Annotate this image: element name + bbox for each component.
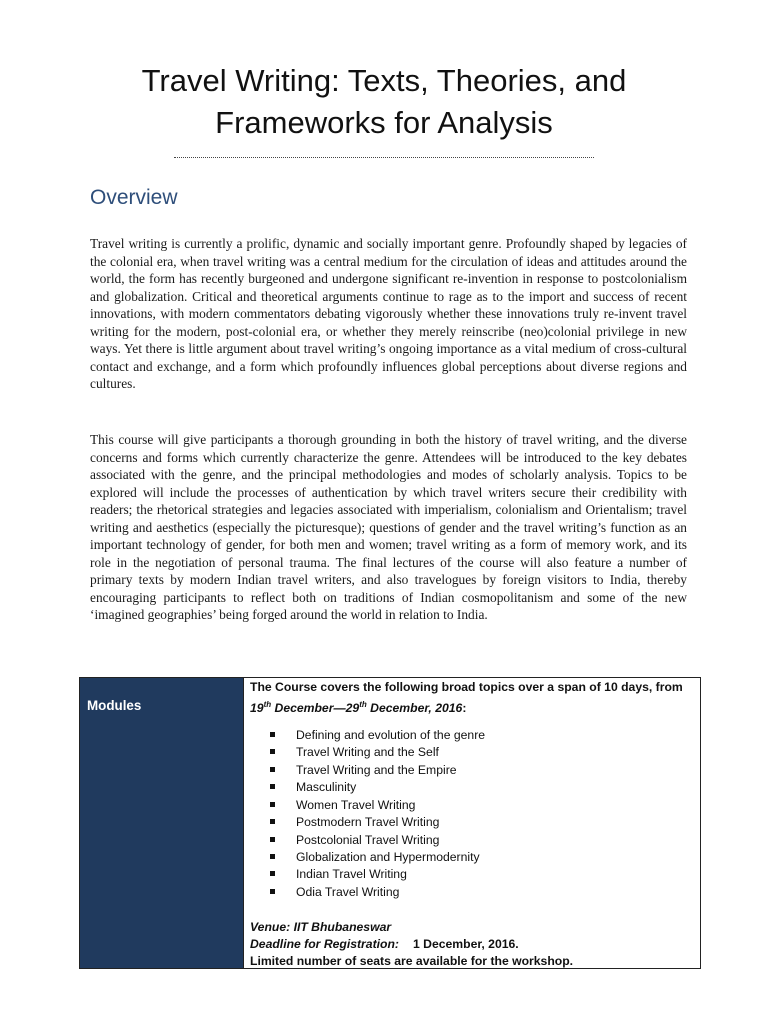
start-month: December xyxy=(274,701,334,716)
list-item xyxy=(270,832,694,849)
course-date-range xyxy=(250,701,462,715)
topic-label: Postmodern Travel Writing xyxy=(296,815,440,830)
topic-list xyxy=(250,727,694,901)
bullet-icon xyxy=(270,802,275,807)
bullet-icon xyxy=(270,854,275,859)
overview-paragraph-2: This course will give participants a thorough grounding in both the history of travel writing, and the diverse concerns and forms which currently characterize the genre. Attendees will be introduced to the key debates associated with the genre, and the principal methodologies and modes of scholarly analysis. Topics to be explored will include the processes of authentication by which travel writers secure their credibility with readers; the rhetorical strategies and legacies associated with imperialism, colonialism and Orientalism; travel writing and aesthetics (especially the picturesque); questions of gender and the travel writing’s function as an important technology of gender, for both men and women; travel writing as a form of memory work, and its role in the negotiation of personal trauma. The final lectures of the course will also feature a number of primary texts by modern Indian travel writers, and also travelogues by foreign visitors to India, thereby encouraging participants to reflect both on traditions of Indian cosmopolitanism and some of the new ‘imagined geographies’ being forged around the world in relation to India. xyxy=(90,432,687,622)
list-item xyxy=(270,814,694,831)
topic-label: Postcolonial Travel Writing xyxy=(296,832,440,847)
deadline-value: 1 December, 2016. xyxy=(412,937,519,952)
venue-text: Venue: IIT Bhubaneswar xyxy=(250,920,392,935)
intro-colon: : xyxy=(462,701,467,716)
modules-label: Modules xyxy=(80,678,244,968)
topic-label: Travel Writing and the Self xyxy=(296,745,439,760)
end-date-rest: December, 2016 xyxy=(366,701,463,716)
date-dash: — xyxy=(333,701,346,716)
bullet-icon xyxy=(270,784,275,789)
document-title xyxy=(60,60,708,144)
end-day-suffix: th xyxy=(359,700,367,709)
list-item xyxy=(270,849,694,866)
bullet-icon xyxy=(270,732,275,737)
title-line-2: Frameworks for Analysis xyxy=(215,105,553,140)
topic-label: Defining and evolution of the genre xyxy=(296,728,486,743)
modules-content xyxy=(244,678,700,968)
bullet-icon xyxy=(270,837,275,842)
topic-label: Women Travel Writing xyxy=(296,797,416,812)
topic-label: Masculinity xyxy=(296,780,357,795)
title-line-1: Travel Writing: Texts, Theories, and xyxy=(141,63,627,98)
list-item xyxy=(270,779,694,796)
list-item xyxy=(270,797,694,814)
list-item xyxy=(270,866,694,883)
bullet-icon xyxy=(270,749,275,754)
list-item xyxy=(270,762,694,779)
end-day: 29 xyxy=(345,701,360,716)
bullet-icon xyxy=(270,871,275,876)
modules-table xyxy=(79,677,701,969)
bullet-icon xyxy=(270,767,275,772)
overview-paragraph-1: Travel writing is currently a prolific, dynamic and socially important genre. Profoundly shaped by legacies of the colonial era, when travel writing was a central medium for the circulation of ideas and attitudes around the world, the form has recently burgeoned and undergone significant re-invention in response to postcolonialism and globalization. Critical and theoretical arguments continue to rage as to the import and success of recent innovations, with modern commentators debating vigorously whether these innovations truly re-invent travel writing for the modern, post-colonial era, or whether they merely reinscribe (neo)colonial privilege in new ways. Yet there is little argument about travel writing’s ongoing importance as a vital medium of cross-cultural contact and exchange, and a form which profoundly influences global perceptions about diverse regions and cultures. xyxy=(90,236,687,391)
list-item xyxy=(270,727,694,744)
topic-label: Indian Travel Writing xyxy=(296,867,407,882)
bullet-icon xyxy=(270,819,275,824)
modules-intro-text: The Course covers the following broad topics over a span of 10 days, from xyxy=(250,680,683,694)
start-day: 19 xyxy=(250,701,264,716)
bullet-icon xyxy=(270,889,275,894)
topic-label: Odia Travel Writing xyxy=(296,884,400,899)
list-item xyxy=(270,884,694,901)
topic-label: Globalization and Hypermodernity xyxy=(296,849,480,864)
start-day-suffix: th xyxy=(263,700,272,709)
modules-intro xyxy=(250,679,694,717)
deadline-label: Deadline for Registration: xyxy=(250,937,399,952)
venue-block xyxy=(250,919,694,970)
overview-heading: Overview xyxy=(90,186,178,209)
list-item xyxy=(270,744,694,761)
title-divider xyxy=(174,157,594,158)
seats-note: Limited number of seats are available for the workshop. xyxy=(250,954,574,969)
topic-label: Travel Writing and the Empire xyxy=(296,762,457,777)
